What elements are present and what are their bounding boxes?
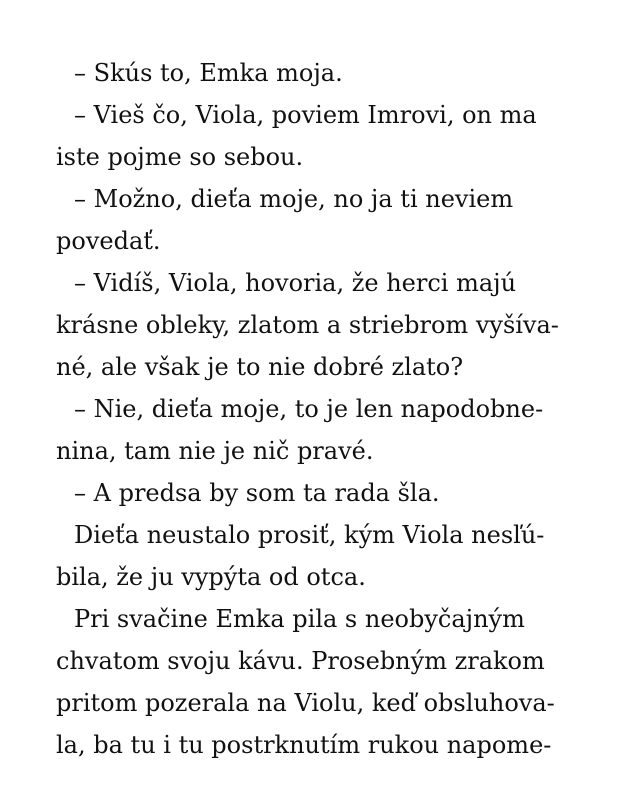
text-line-13: bila, že ju vypýta od otca. xyxy=(56,563,366,591)
text-line-8: né, ale však je to nie dobré zlato? xyxy=(56,353,464,381)
text-line-11: – A predsa by som ta rada šla. xyxy=(74,479,440,507)
text-line-6: – Vidíš, Viola, hovoria, že herci majú xyxy=(74,269,517,297)
text-line-10: nina, tam nie je nič pravé. xyxy=(56,437,374,465)
text-line-2: – Vieš čo, Viola, poviem Imrovi, on ma xyxy=(74,101,537,129)
text-line-7: krásne obleky, zlatom a striebrom vyšíva- xyxy=(56,311,559,339)
text-line-9: – Nie, dieťa moje, to je len napodobne- xyxy=(74,395,544,423)
text-line-4: – Možno, dieťa moje, no ja ti neviem xyxy=(74,185,514,213)
text-line-17: la, ba tu i tu postrknutím rukou napome- xyxy=(56,731,552,759)
page-text xyxy=(56,52,596,766)
text-line-12: Dieťa neustalo prosiť, kým Viola nesľú- xyxy=(74,521,545,549)
text-line-15: chvatom svoju kávu. Prosebným zrakom xyxy=(56,647,545,675)
text-line-1: – Skús to, Emka moja. xyxy=(74,59,343,87)
text-line-5: povedať. xyxy=(56,227,161,255)
text-line-14: Pri svačine Emka pila s neobyčajným xyxy=(74,605,525,633)
text-line-3: iste pojme so sebou. xyxy=(56,143,304,171)
text-line-16: pritom pozerala na Violu, keď obsluhova- xyxy=(56,689,555,717)
